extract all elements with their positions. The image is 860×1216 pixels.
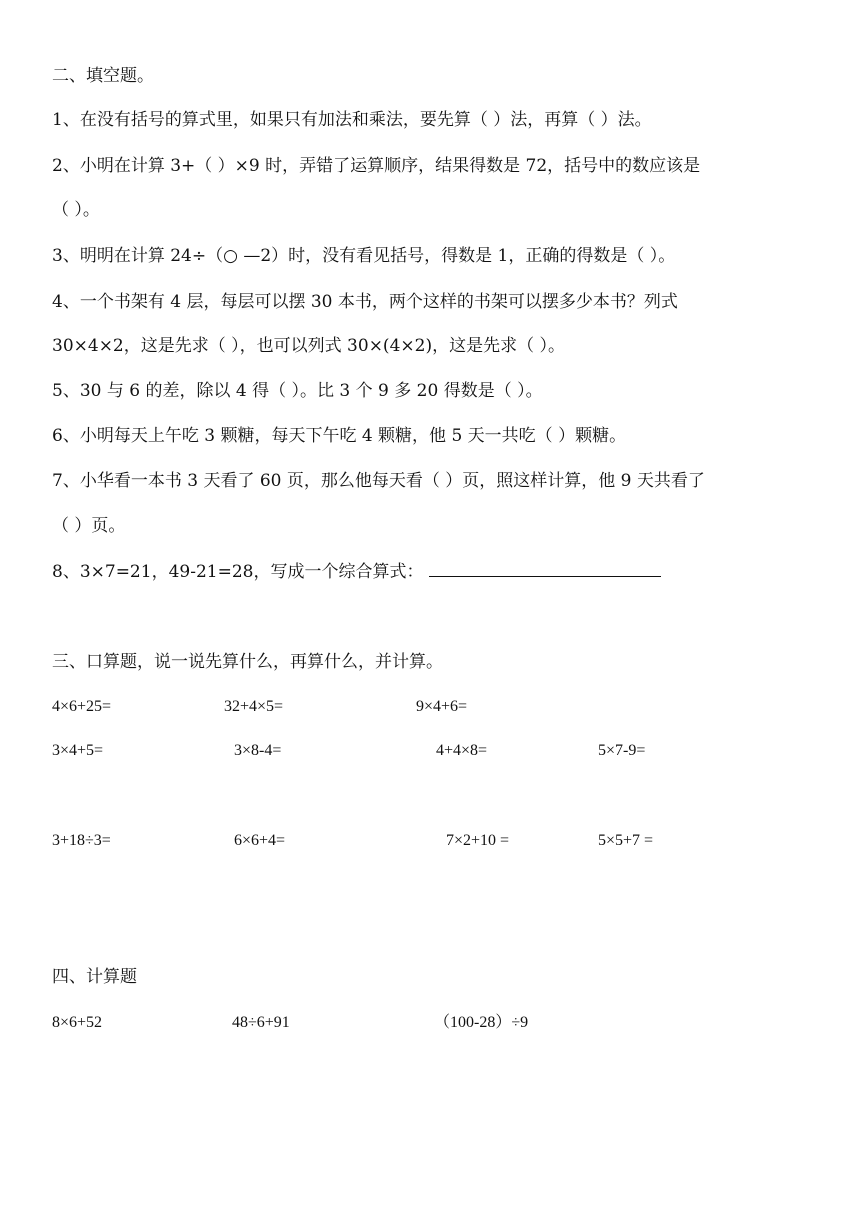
answer-blank-line [429, 560, 661, 577]
section-heading-mental-math: 三、口算题，说一说先算什么，再算什么，并计算。 [52, 652, 443, 672]
question-7-line-1: 7、小华看一本书 3 天看了 60 页，那么他每天看（ ）页，照这样计算，他 9 天共看了 [52, 471, 705, 491]
question-1: 1、在没有括号的算式里，如果只有加法和乘法，要先算（ ）法，再算（ ）法。 [52, 110, 652, 130]
calculation-item: 8×6+52 [52, 1014, 103, 1031]
mental-math-item: 4+4×8= [436, 742, 488, 759]
mental-math-item: 32+4×5= [224, 698, 284, 715]
question-2-line-2: （ ）。 [52, 200, 100, 220]
calculation-item: （100-28）÷9 [434, 1014, 529, 1031]
mental-math-item: 4×6+25= [52, 698, 112, 715]
question-8 [52, 560, 661, 584]
mental-math-item: 3+18÷3= [52, 832, 111, 849]
mental-math-item: 3×8-4= [234, 742, 282, 759]
question-2-line-1: 2、小明在计算 3+（ ）×9 时，弄错了运算顺序，结果得数是 72，括号中的数应该是 [52, 156, 701, 176]
question-6: 6、小明每天上午吃 3 颗糖，每天下午吃 4 颗糖，他 5 天一共吃（ ）颗糖。 [52, 426, 627, 446]
mental-math-item: 3×4+5= [52, 742, 104, 759]
mental-math-item: 7×2+10 = [446, 832, 510, 849]
question-7-line-2: （ ）页。 [52, 516, 126, 536]
mental-math-item: 5×7-9= [598, 742, 646, 759]
section-heading-fill-blank: 二、填空题。 [52, 66, 154, 86]
question-4-line-1: 4、一个书架有 4 层，每层可以摆 30 本书，两个这样的书架可以摆多少本书？列式 [52, 292, 678, 312]
mental-math-item: 6×6+4= [234, 832, 286, 849]
calculation-item: 48÷6+91 [232, 1014, 290, 1031]
question-8-text: 8、3×7=21，49-21=28，写成一个综合算式： [52, 562, 424, 582]
question-3: 3、明明在计算 24÷（○ —2）时，没有看见括号，得数是 1，正确的得数是（ ）。 [52, 246, 676, 266]
section-heading-calculation: 四、计算题 [52, 967, 137, 987]
question-4-line-2: 30×4×2，这是先求（ ），也可以列式 30×(4×2)，这是先求（ ）。 [52, 336, 565, 356]
mental-math-item: 5×5+7 = [598, 832, 654, 849]
mental-math-item: 9×4+6= [416, 698, 468, 715]
question-5: 5、30 与 6 的差，除以 4 得（ ）。比 3 个 9 多 20 得数是（ ）。 [52, 381, 543, 401]
